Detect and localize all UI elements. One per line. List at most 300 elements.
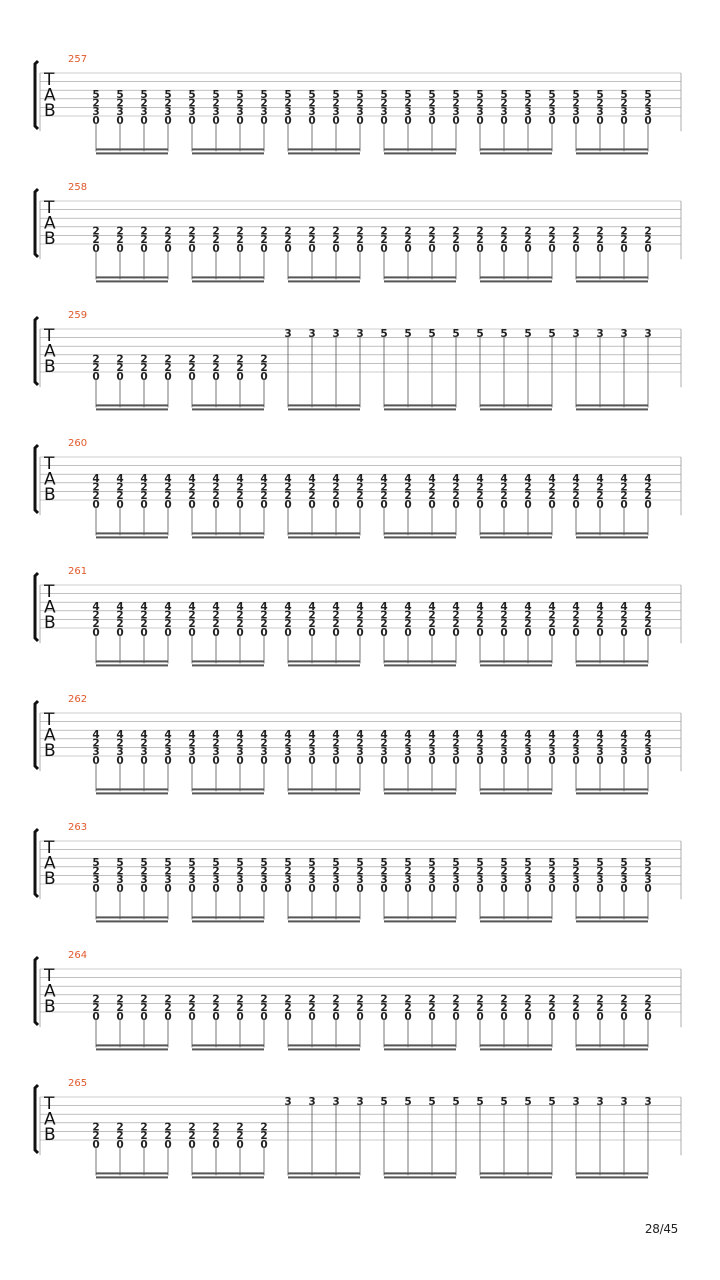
fret-number: 0 bbox=[500, 882, 508, 895]
fret-number: 4 bbox=[572, 601, 580, 613]
fret-number: 2 bbox=[92, 865, 100, 878]
fret-number: 0 bbox=[356, 242, 364, 255]
beam bbox=[192, 536, 264, 538]
fret-number: 2 bbox=[236, 737, 244, 750]
tab-clef-letter: B bbox=[44, 101, 56, 121]
beam bbox=[384, 152, 456, 154]
fret-number: 5 bbox=[404, 1095, 412, 1108]
fret-number: 0 bbox=[572, 754, 580, 767]
fret-number: 2 bbox=[308, 618, 316, 631]
beam bbox=[480, 536, 552, 538]
fret-number: 2 bbox=[260, 362, 268, 375]
fret-number: 3 bbox=[164, 746, 172, 759]
fret-number: 0 bbox=[572, 882, 580, 895]
fret-number: 5 bbox=[524, 89, 532, 101]
fret-number: 2 bbox=[92, 1121, 100, 1134]
fret-number: 0 bbox=[284, 242, 292, 255]
fret-number: 2 bbox=[308, 1002, 316, 1015]
fret-number: 2 bbox=[620, 1002, 628, 1015]
fret-number: 0 bbox=[140, 242, 148, 255]
fret-number: 3 bbox=[308, 327, 316, 340]
tab-clef-letter: A bbox=[44, 341, 56, 362]
beam bbox=[96, 148, 168, 150]
fret-number: 2 bbox=[620, 225, 628, 238]
fret-number: 0 bbox=[404, 242, 412, 255]
fret-number: 2 bbox=[260, 1130, 268, 1143]
fret-number: 2 bbox=[620, 481, 628, 494]
beam bbox=[288, 532, 360, 534]
fret-number: 2 bbox=[140, 609, 148, 622]
fret-number: 2 bbox=[116, 865, 124, 878]
fret-number: 4 bbox=[188, 729, 196, 741]
fret-number: 0 bbox=[116, 626, 124, 639]
fret-number: 0 bbox=[92, 1138, 100, 1151]
tab-clef-letter: T bbox=[44, 70, 55, 90]
fret-number: 0 bbox=[356, 114, 364, 127]
fret-number: 2 bbox=[188, 490, 196, 503]
beam bbox=[576, 792, 648, 794]
fret-number: 0 bbox=[548, 626, 556, 639]
beam bbox=[192, 660, 264, 662]
fret-number: 3 bbox=[260, 106, 268, 119]
beam bbox=[192, 152, 264, 154]
fret-number: 3 bbox=[188, 106, 196, 119]
fret-number: 2 bbox=[644, 490, 652, 503]
fret-number: 4 bbox=[404, 473, 412, 485]
fret-number: 2 bbox=[212, 490, 220, 503]
fret-number: 0 bbox=[164, 370, 172, 383]
fret-number: 2 bbox=[140, 865, 148, 878]
fret-number: 5 bbox=[284, 89, 292, 101]
fret-number: 0 bbox=[260, 1138, 268, 1151]
beam bbox=[192, 1044, 264, 1046]
fret-number: 2 bbox=[116, 609, 124, 622]
fret-number: 3 bbox=[620, 1095, 628, 1108]
beam bbox=[96, 1048, 168, 1050]
fret-number: 0 bbox=[212, 242, 220, 255]
fret-number: 0 bbox=[620, 882, 628, 895]
fret-number: 2 bbox=[476, 481, 484, 494]
fret-number: 0 bbox=[92, 498, 100, 511]
fret-number: 0 bbox=[476, 242, 484, 255]
fret-number: 3 bbox=[332, 874, 340, 887]
fret-number: 2 bbox=[92, 490, 100, 503]
fret-number: 0 bbox=[92, 754, 100, 767]
fret-number: 2 bbox=[572, 737, 580, 750]
fret-number: 2 bbox=[380, 737, 388, 750]
fret-number: 2 bbox=[524, 97, 532, 110]
fret-number: 2 bbox=[92, 993, 100, 1006]
fret-number: 2 bbox=[620, 234, 628, 247]
fret-number: 4 bbox=[428, 601, 436, 613]
fret-number: 0 bbox=[380, 882, 388, 895]
fret-number: 2 bbox=[404, 618, 412, 631]
fret-number: 2 bbox=[452, 97, 460, 110]
fret-number: 3 bbox=[356, 874, 364, 887]
tab-clef-letter: B bbox=[44, 869, 56, 889]
fret-number: 3 bbox=[116, 874, 124, 887]
fret-number: 3 bbox=[356, 1095, 364, 1108]
fret-number: 0 bbox=[596, 242, 604, 255]
fret-number: 2 bbox=[428, 865, 436, 878]
fret-number: 5 bbox=[380, 1095, 388, 1108]
fret-number: 0 bbox=[596, 498, 604, 511]
fret-number: 4 bbox=[140, 473, 148, 485]
fret-number: 2 bbox=[572, 618, 580, 631]
fret-number: 0 bbox=[92, 626, 100, 639]
fret-number: 0 bbox=[308, 1010, 316, 1023]
tab-clef-letter: B bbox=[44, 1125, 56, 1145]
fret-number: 2 bbox=[284, 97, 292, 110]
fret-number: 2 bbox=[500, 225, 508, 238]
fret-number: 2 bbox=[356, 481, 364, 494]
fret-number: 0 bbox=[524, 242, 532, 255]
fret-number: 3 bbox=[308, 874, 316, 887]
fret-number: 3 bbox=[452, 106, 460, 119]
fret-number: 2 bbox=[332, 481, 340, 494]
fret-number: 0 bbox=[428, 882, 436, 895]
beam bbox=[192, 792, 264, 794]
tab-clef-letter: A bbox=[44, 853, 56, 874]
fret-number: 3 bbox=[524, 874, 532, 887]
fret-number: 2 bbox=[644, 618, 652, 631]
fret-number: 2 bbox=[164, 1121, 172, 1134]
fret-number: 2 bbox=[548, 490, 556, 503]
fret-number: 0 bbox=[452, 754, 460, 767]
fret-number: 0 bbox=[476, 626, 484, 639]
measure-number: 259 bbox=[68, 310, 88, 321]
beam bbox=[480, 920, 552, 922]
beam bbox=[288, 792, 360, 794]
beam bbox=[480, 148, 552, 150]
fret-number: 4 bbox=[428, 729, 436, 741]
beam bbox=[96, 1172, 168, 1174]
fret-number: 4 bbox=[332, 729, 340, 741]
fret-number: 3 bbox=[428, 874, 436, 887]
fret-number: 0 bbox=[164, 498, 172, 511]
fret-number: 2 bbox=[332, 865, 340, 878]
fret-number: 2 bbox=[548, 865, 556, 878]
fret-number: 5 bbox=[476, 89, 484, 101]
beam bbox=[96, 920, 168, 922]
fret-number: 4 bbox=[212, 601, 220, 613]
fret-number: 5 bbox=[500, 327, 508, 340]
fret-number: 3 bbox=[596, 106, 604, 119]
fret-number: 2 bbox=[116, 225, 124, 238]
beam bbox=[480, 792, 552, 794]
fret-number: 0 bbox=[140, 114, 148, 127]
fret-number: 4 bbox=[116, 601, 124, 613]
measure-number: 260 bbox=[68, 438, 88, 449]
fret-number: 2 bbox=[212, 993, 220, 1006]
fret-number: 4 bbox=[212, 729, 220, 741]
fret-number: 0 bbox=[212, 754, 220, 767]
fret-number: 2 bbox=[452, 609, 460, 622]
fret-number: 0 bbox=[404, 1010, 412, 1023]
tab-clef-letter: B bbox=[44, 229, 56, 249]
system-bracket bbox=[35, 1085, 38, 1153]
fret-number: 0 bbox=[260, 114, 268, 127]
fret-number: 3 bbox=[236, 106, 244, 119]
tab-clef-letter: T bbox=[44, 838, 55, 858]
fret-number: 2 bbox=[308, 481, 316, 494]
fret-number: 2 bbox=[236, 490, 244, 503]
beam bbox=[480, 1044, 552, 1046]
system-bracket bbox=[35, 189, 38, 257]
fret-number: 0 bbox=[236, 114, 244, 127]
tab-clef-letter: T bbox=[44, 454, 55, 474]
fret-number: 0 bbox=[476, 754, 484, 767]
beam bbox=[576, 1048, 648, 1050]
fret-number: 3 bbox=[596, 327, 604, 340]
fret-number: 0 bbox=[644, 1010, 652, 1023]
fret-number: 4 bbox=[284, 601, 292, 613]
fret-number: 2 bbox=[452, 234, 460, 247]
fret-number: 4 bbox=[140, 601, 148, 613]
measure-number: 265 bbox=[68, 1078, 88, 1089]
beam bbox=[480, 664, 552, 666]
beam bbox=[192, 788, 264, 790]
tab-clef-letter: T bbox=[44, 582, 55, 602]
fret-number: 0 bbox=[524, 626, 532, 639]
fret-number: 0 bbox=[212, 370, 220, 383]
fret-number: 0 bbox=[380, 626, 388, 639]
measure-number: 258 bbox=[68, 182, 88, 193]
fret-number: 2 bbox=[404, 97, 412, 110]
fret-number: 2 bbox=[284, 490, 292, 503]
fret-number: 0 bbox=[308, 754, 316, 767]
measure-number: 263 bbox=[68, 822, 88, 833]
beam bbox=[384, 148, 456, 150]
fret-number: 4 bbox=[308, 729, 316, 741]
beam bbox=[576, 920, 648, 922]
fret-number: 2 bbox=[164, 234, 172, 247]
fret-number: 0 bbox=[260, 242, 268, 255]
fret-number: 3 bbox=[92, 106, 100, 119]
fret-number: 0 bbox=[308, 882, 316, 895]
fret-number: 2 bbox=[428, 618, 436, 631]
fret-number: 5 bbox=[284, 857, 292, 869]
fret-number: 2 bbox=[212, 618, 220, 631]
fret-number: 3 bbox=[284, 327, 292, 340]
page-number: 28/45 bbox=[644, 1222, 678, 1236]
beam bbox=[384, 404, 456, 406]
fret-number: 2 bbox=[188, 97, 196, 110]
fret-number: 2 bbox=[644, 737, 652, 750]
fret-number: 3 bbox=[92, 874, 100, 887]
fret-number: 5 bbox=[236, 89, 244, 101]
fret-number: 5 bbox=[380, 89, 388, 101]
fret-number: 2 bbox=[284, 737, 292, 750]
fret-number: 0 bbox=[92, 1010, 100, 1023]
fret-number: 3 bbox=[428, 746, 436, 759]
fret-number: 3 bbox=[140, 746, 148, 759]
fret-number: 3 bbox=[596, 746, 604, 759]
fret-number: 4 bbox=[236, 729, 244, 741]
fret-number: 5 bbox=[548, 89, 556, 101]
fret-number: 2 bbox=[308, 737, 316, 750]
fret-number: 2 bbox=[404, 609, 412, 622]
fret-number: 5 bbox=[620, 89, 628, 101]
fret-number: 3 bbox=[524, 106, 532, 119]
beam bbox=[576, 1172, 648, 1174]
fret-number: 5 bbox=[164, 857, 172, 869]
fret-number: 2 bbox=[188, 609, 196, 622]
fret-number: 0 bbox=[644, 242, 652, 255]
tab-clef-letter: A bbox=[44, 469, 56, 490]
fret-number: 2 bbox=[524, 609, 532, 622]
fret-number: 2 bbox=[500, 1002, 508, 1015]
beam bbox=[480, 660, 552, 662]
fret-number: 0 bbox=[644, 626, 652, 639]
fret-number: 0 bbox=[284, 754, 292, 767]
fret-number: 3 bbox=[92, 746, 100, 759]
fret-number: 2 bbox=[164, 1130, 172, 1143]
fret-number: 2 bbox=[356, 490, 364, 503]
fret-number: 0 bbox=[212, 1138, 220, 1151]
fret-number: 2 bbox=[596, 618, 604, 631]
fret-number: 2 bbox=[572, 97, 580, 110]
fret-number: 2 bbox=[308, 993, 316, 1006]
fret-number: 0 bbox=[164, 882, 172, 895]
fret-number: 2 bbox=[380, 481, 388, 494]
fret-number: 3 bbox=[260, 874, 268, 887]
fret-number: 5 bbox=[188, 89, 196, 101]
fret-number: 2 bbox=[404, 490, 412, 503]
fret-number: 2 bbox=[92, 737, 100, 750]
fret-number: 0 bbox=[644, 754, 652, 767]
tab-clef-letter: A bbox=[44, 1109, 56, 1130]
tab-clef-letter: A bbox=[44, 213, 56, 234]
fret-number: 2 bbox=[524, 1002, 532, 1015]
fret-number: 2 bbox=[500, 490, 508, 503]
fret-number: 3 bbox=[644, 106, 652, 119]
fret-number: 0 bbox=[620, 1010, 628, 1023]
fret-number: 5 bbox=[644, 89, 652, 101]
beam bbox=[480, 1172, 552, 1174]
fret-number: 0 bbox=[524, 498, 532, 511]
fret-number: 4 bbox=[644, 601, 652, 613]
beam bbox=[576, 1044, 648, 1046]
fret-number: 2 bbox=[140, 234, 148, 247]
fret-number: 5 bbox=[308, 89, 316, 101]
fret-number: 2 bbox=[500, 97, 508, 110]
fret-number: 2 bbox=[500, 609, 508, 622]
fret-number: 2 bbox=[164, 1002, 172, 1015]
fret-number: 5 bbox=[332, 89, 340, 101]
beam bbox=[288, 660, 360, 662]
beam bbox=[384, 1048, 456, 1050]
fret-number: 0 bbox=[332, 754, 340, 767]
fret-number: 5 bbox=[116, 857, 124, 869]
fret-number: 5 bbox=[404, 857, 412, 869]
fret-number: 2 bbox=[284, 993, 292, 1006]
beam bbox=[192, 148, 264, 150]
fret-number: 2 bbox=[356, 225, 364, 238]
beam bbox=[192, 1172, 264, 1174]
fret-number: 0 bbox=[356, 882, 364, 895]
fret-number: 0 bbox=[92, 242, 100, 255]
beam bbox=[288, 1172, 360, 1174]
fret-number: 0 bbox=[140, 1010, 148, 1023]
fret-number: 3 bbox=[236, 874, 244, 887]
fret-number: 3 bbox=[140, 106, 148, 119]
fret-number: 0 bbox=[452, 1010, 460, 1023]
fret-number: 3 bbox=[332, 106, 340, 119]
beam bbox=[384, 1176, 456, 1178]
fret-number: 3 bbox=[212, 106, 220, 119]
beam bbox=[288, 1048, 360, 1050]
tab-clef-letter: T bbox=[44, 1094, 55, 1114]
fret-number: 3 bbox=[236, 746, 244, 759]
tab-clef-letter: A bbox=[44, 597, 56, 618]
fret-number: 4 bbox=[524, 473, 532, 485]
fret-number: 0 bbox=[260, 882, 268, 895]
fret-number: 5 bbox=[452, 327, 460, 340]
beam bbox=[192, 280, 264, 282]
fret-number: 3 bbox=[500, 106, 508, 119]
fret-number: 4 bbox=[524, 729, 532, 741]
fret-number: 0 bbox=[140, 1138, 148, 1151]
beam bbox=[288, 920, 360, 922]
fret-number: 2 bbox=[428, 97, 436, 110]
beam bbox=[576, 404, 648, 406]
beam bbox=[288, 1176, 360, 1178]
fret-number: 2 bbox=[356, 865, 364, 878]
beam bbox=[576, 408, 648, 410]
fret-number: 2 bbox=[380, 1002, 388, 1015]
fret-number: 2 bbox=[596, 993, 604, 1006]
fret-number: 2 bbox=[620, 97, 628, 110]
beam bbox=[576, 152, 648, 154]
fret-number: 3 bbox=[596, 1095, 604, 1108]
beam bbox=[96, 532, 168, 534]
fret-number: 2 bbox=[332, 993, 340, 1006]
fret-number: 3 bbox=[572, 1095, 580, 1108]
fret-number: 0 bbox=[332, 626, 340, 639]
fret-number: 5 bbox=[260, 857, 268, 869]
beam bbox=[384, 1172, 456, 1174]
beam bbox=[288, 916, 360, 918]
fret-number: 0 bbox=[644, 882, 652, 895]
fret-number: 3 bbox=[500, 874, 508, 887]
fret-number: 2 bbox=[548, 234, 556, 247]
fret-number: 5 bbox=[572, 89, 580, 101]
fret-number: 2 bbox=[260, 490, 268, 503]
fret-number: 2 bbox=[524, 865, 532, 878]
fret-number: 0 bbox=[92, 114, 100, 127]
fret-number: 2 bbox=[236, 362, 244, 375]
fret-number: 2 bbox=[500, 865, 508, 878]
beam bbox=[288, 276, 360, 278]
fret-number: 2 bbox=[500, 481, 508, 494]
fret-number: 5 bbox=[428, 1095, 436, 1108]
fret-number: 2 bbox=[92, 481, 100, 494]
fret-number: 2 bbox=[236, 1002, 244, 1015]
fret-number: 2 bbox=[164, 225, 172, 238]
fret-number: 3 bbox=[140, 874, 148, 887]
fret-number: 2 bbox=[476, 993, 484, 1006]
fret-number: 2 bbox=[476, 97, 484, 110]
fret-number: 4 bbox=[92, 729, 100, 741]
fret-number: 2 bbox=[164, 481, 172, 494]
fret-number: 3 bbox=[452, 746, 460, 759]
fret-number: 2 bbox=[356, 97, 364, 110]
beam bbox=[384, 532, 456, 534]
fret-number: 3 bbox=[308, 746, 316, 759]
fret-number: 0 bbox=[332, 114, 340, 127]
fret-number: 2 bbox=[500, 737, 508, 750]
